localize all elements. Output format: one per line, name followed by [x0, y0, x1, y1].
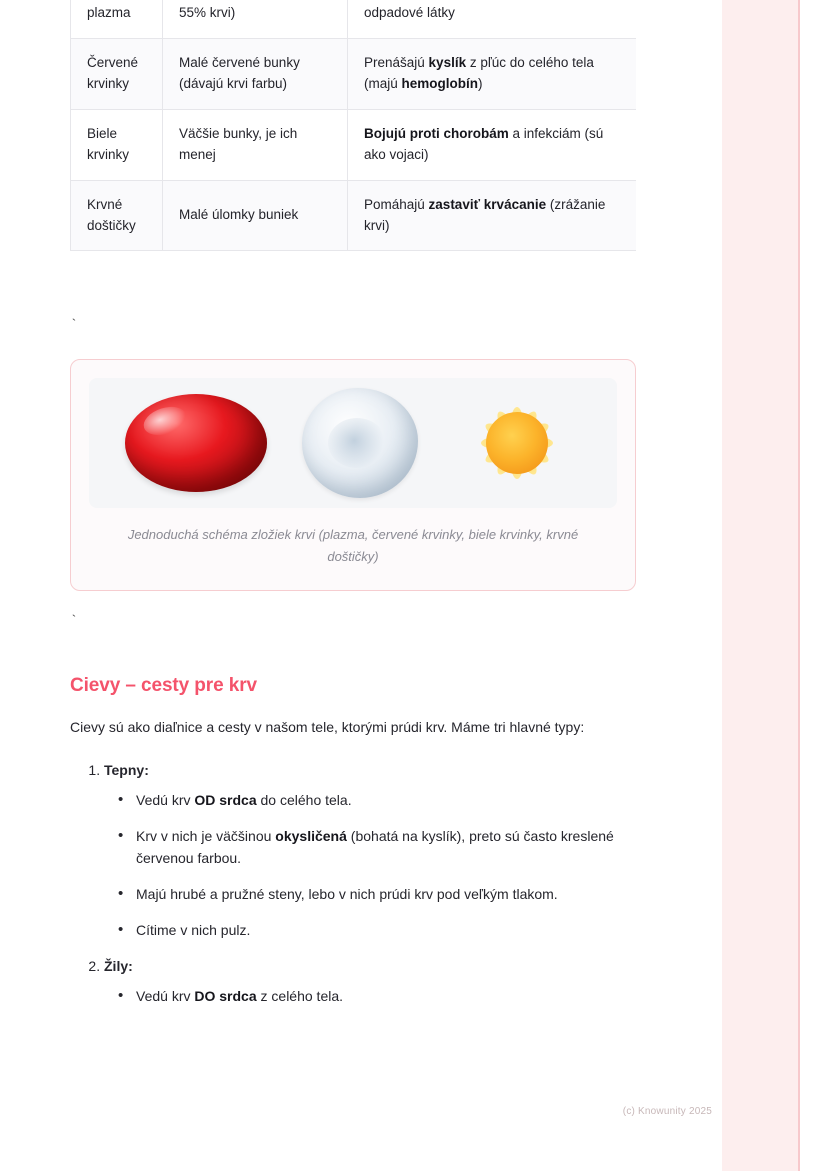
table-cell-description: Malé úlomky buniek [163, 180, 348, 251]
table-row [71, 109, 637, 180]
table-cell-component: plazma [71, 0, 163, 38]
table-cell-description: Malé červené bunky (dávajú krvi farbu) [163, 38, 348, 109]
table-cell-function: Prenášajú kyslík z pľúc do celého tela (majú hemoglobín) [348, 38, 637, 109]
table-cell-function: Bojujú proti chorobám a infekciám (sú ako vojaci) [348, 109, 637, 180]
table-cell-function: Pomáhajú zastaviť krvácanie (zrážanie krvi) [348, 180, 637, 251]
right-side-stripe [722, 0, 800, 1171]
sub-list [104, 985, 636, 1008]
sub-list-item: • Majú hrubé a pružné steny, lebo v nich prúdi krv pod veľkým tlakom. [118, 883, 636, 906]
table-cell-component: Červené krvinky [71, 38, 163, 109]
list-item [104, 955, 636, 1007]
sub-list-item: • Vedú krv DO srdca z celého tela. [118, 985, 636, 1008]
right-side-stripe-edge [798, 0, 800, 1171]
table-cell-description: 55% krvi) [163, 0, 348, 38]
table-row [71, 180, 637, 251]
blood-components-table-wrapper [70, 0, 636, 295]
figure-caption: Jednoduchá schéma zložiek krvi (plazma, červené krvinky, biele krvinky, krvné doštičky) [127, 527, 579, 565]
blood-cells-illustration [89, 378, 617, 508]
blood-components-table [70, 0, 636, 251]
platelet-icon [453, 384, 581, 502]
sub-list [104, 789, 636, 941]
table-cell-description: Väčšie bunky, je ich menej [163, 109, 348, 180]
table-row [71, 38, 637, 109]
red-blood-cell-icon [125, 394, 267, 492]
sub-list-item: • Vedú krv OD srdca do celého tela. [118, 789, 636, 812]
section-heading: Cievy – cesty pre krv [70, 675, 257, 697]
code-tick-2: ` [70, 613, 78, 629]
section-intro-paragraph: Cievy sú ako diaľnice a cesty v našom tele, ktorými prúdi krv. Máme tri hlavné typy: [70, 719, 585, 736]
list-item [104, 759, 636, 941]
table-row [71, 0, 637, 38]
list-item-title: Žily: [104, 958, 133, 975]
document-content [70, 0, 636, 1022]
vessel-types-list [70, 759, 636, 1008]
code-tick-1: ` [70, 317, 78, 332]
table-cell-component: Krvné doštičky [71, 180, 163, 251]
list-item-title: Tepny: [104, 762, 149, 779]
blood-cells-figure-card [70, 359, 636, 591]
white-blood-cell-icon [302, 388, 418, 498]
table-cell-function: odpadové látky [348, 0, 637, 38]
table-cell-component: Biele krvinky [71, 109, 163, 180]
footer-credit: (c) Knowunity 2025 [622, 1106, 712, 1117]
sub-list-item: • Cítime v nich pulz. [118, 919, 636, 942]
sub-list-item: • Krv v nich je väčšinou okysličená (bohatá na kyslík), preto sú často kreslené červenou farbou. [118, 825, 636, 870]
